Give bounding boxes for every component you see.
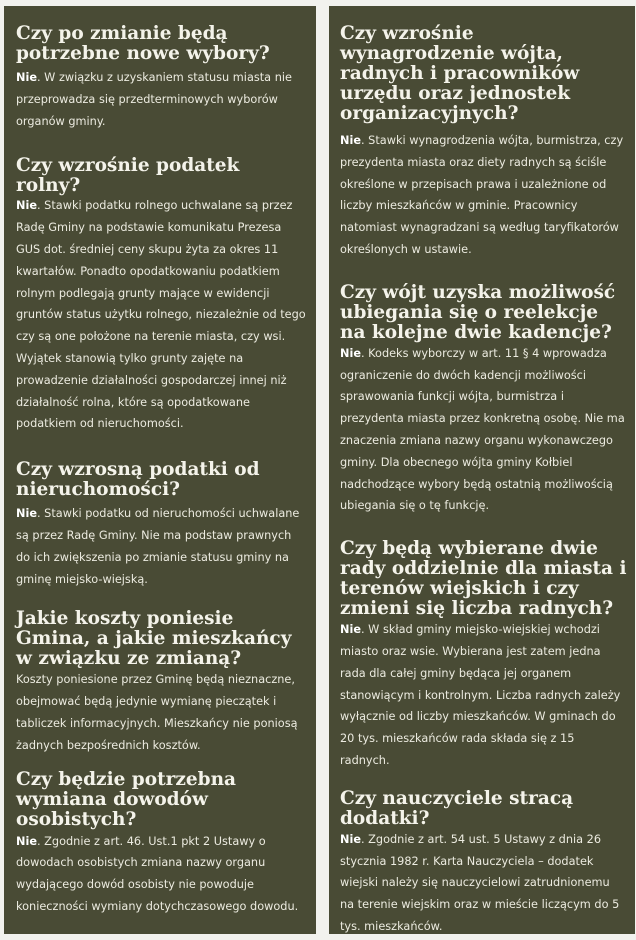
faq-answer: [340, 829, 627, 934]
answer-lead: Nie: [16, 507, 37, 521]
faq-question: Czy wzrośnie podatek rolny?: [16, 155, 240, 197]
faq-answer: [16, 503, 306, 590]
faq-answer: [16, 67, 306, 132]
answer-text: . Stawki podatku rolnego uchwalane są przez Radę Gminy na podstawie komunikatu Prezesa GUS dot. średniej ceny skupu żyta za okres 11 kwartałów. Ponadto opodatkowaniu podatkiem rolnym podlegają grunty mające w ewidencji gruntów status użytku rolnego, niezależnie od tego czy są one położone na terenie miasta, czy wsi. Wyjątek stanowią tylko grunty zajęte na prowadzenie działalności gospodarczej innej niż działalność rolna, które są opodatkowane podatkiem od nieruchomości.: [16, 199, 306, 431]
answer-text: Koszty poniesione przez Gminę będą nieznaczne, obejmować będą jedynie wymianę pieczątek i tabliczek informacyjnych. Mieszkańcy nie poniosą żadnych bezpośrednich kosztów.: [16, 673, 298, 752]
faq-question: Czy wzrosną podatki od nieruchomości?: [16, 459, 260, 501]
faq-question: Czy będą wybierane dwie rady oddzielnie dla miasta i terenów wiejskich i czy zmieni się liczba radnych?: [340, 538, 627, 620]
faq-question: Czy będzie potrzebna wymiana dowodów osobistych?: [16, 768, 237, 830]
answer-lead: Nie: [340, 832, 361, 846]
answer-lead: Nie: [16, 834, 37, 848]
faq-question: Czy wzrośnie wynagrodzenie wójta, radnych i pracowników urzędu oraz jednostek organizacyjnych?: [340, 23, 580, 124]
faq-item-id-cards: [16, 770, 306, 918]
faq-answer: [340, 343, 627, 517]
faq-item-costs: [16, 609, 306, 756]
faq-question: Czy wójt uzyska możliwość ubiegania się o reelekcje na kolejne dwie kadencje?: [340, 281, 616, 343]
faq-column-right: [329, 6, 635, 934]
faq-item-councils: [340, 539, 627, 772]
answer-text: . W skład gminy miejsko-wiejskiej wchodzi miasto oraz wsie. Wybierana jest zatem jedna rada dla całej gminy będąca jej organem stanowiącym i kontrolnym. Liczba radnych zależy wyłącznie od liczby mieszkańców. W gminach do 20 tys. mieszkańców rada składa się z 15 radnych.: [340, 623, 621, 767]
faq-answer: [340, 619, 627, 772]
faq-question: Czy po zmianie będą potrzebne nowe wybory?: [16, 23, 270, 64]
faq-item-teachers: [340, 789, 627, 934]
faq-answer: [340, 130, 627, 261]
faq-item-reelection: [340, 283, 627, 517]
faq-item-agricultural-tax: [16, 156, 306, 435]
answer-lead: Nie: [16, 71, 37, 84]
answer-text: . Kodeks wyborczy w art. 11 § 4 wprowadza ograniczenie do dwóch kadencji możliwości sprawowania funkcji wójta, burmistrza i prezydenta miasta przez konkretną osobę. Nie ma znaczenia zmiana nazwy organu wykonawczego gminy. Dla obecnego wójta gminy Kołbiel nadchodzące wybory będą ostatnią możliwością ubiegania się o tę funkcję.: [340, 346, 625, 513]
answer-lead: Nie: [340, 134, 361, 147]
faq-answer: [16, 195, 306, 435]
faq-item-property-tax: [16, 460, 306, 590]
faq-answer: [16, 831, 306, 918]
answer-text: . Stawki wynagrodzenia wójta, burmistrza, czy prezydenta miasta oraz diety radnych są ściśle określone w przepisach prawa i uzależnione od liczby mieszkańców w gminie. Pracownicy natomiast wynagradzani są według taryfikatorów określonych w ustawie.: [340, 134, 624, 256]
answer-text: . Stawki podatku od nieruchomości uchwalane są przez Radę Gminy. Nie ma podstaw prawnych do ich zwiększenia po zmianie statusu gminy na gminę miejsko-wiejską.: [16, 507, 300, 586]
answer-lead: Nie: [16, 199, 37, 213]
answer-lead: Nie: [340, 346, 361, 360]
answer-text: . Zgodnie z art. 54 ust. 5 Ustawy z dnia 26 stycznia 1982 r. Karta Nauczyciela – dodatek wiejski należy się nauczycielowi zatrudnionemu na terenie wiejskim oraz w mieście liczącym do 5 tys. mieszkańców.: [340, 832, 620, 933]
faq-item-new-elections: [16, 24, 306, 132]
faq-column-left: [4, 6, 316, 934]
answer-text: . Zgodnie z art. 46. Ust.1 pkt 2 Ustawy o dowodach osobistych zmiana nazwy organu wydającego dowód osobisty nie powoduje konieczności wymiany dotychczasowego dowodu.: [16, 834, 299, 913]
answer-text: . W związku z uzyskaniem statusu miasta nie przeprowadza się przedterminowych wyborów organów gminy.: [16, 71, 292, 128]
faq-answer: [16, 669, 306, 756]
answer-lead: Nie: [340, 623, 361, 637]
faq-item-salaries: [340, 24, 627, 261]
faq-question: Czy nauczyciele stracą dodatki?: [340, 787, 574, 829]
faq-question: Jakie koszty poniesie Gmina, a jakie mieszkańcy w związku ze zmianą?: [16, 608, 292, 670]
